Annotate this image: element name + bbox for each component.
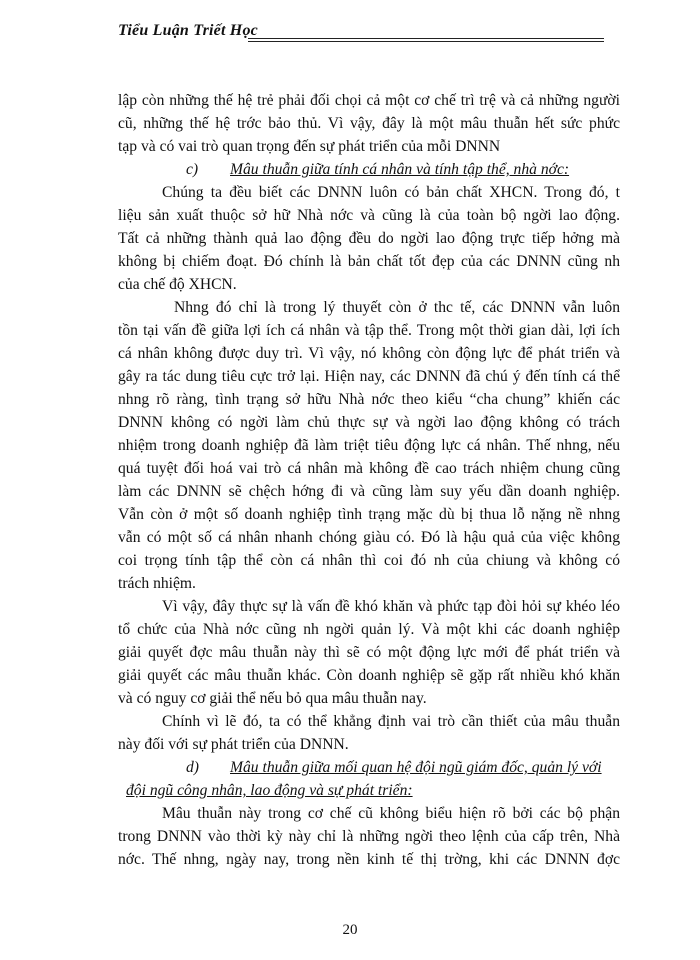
text-line: liệu sản xuất thuộc sở hữ Nhà nớc và cũng là của toàn bộ ngời lao động. xyxy=(118,207,620,224)
section-title: Mâu thuẫn giữa tính cá nhân và tính tập thể, nhà nớc: xyxy=(230,161,570,178)
header-title: Tiểu Luận Triết Học xyxy=(118,22,258,39)
section-title-continued: đội ngũ công nhân, lao động và sự phát triển: xyxy=(126,782,413,799)
text-line: này đối với sự phát triển của DNNN. xyxy=(118,736,349,753)
text-line: gây ra tác dung tiêu cực trở lại. Hiện nay, các DNNN đã chú ý đến tính cá thể xyxy=(118,368,620,385)
text-line: tạp và có vai trò quan trọng đến sự phát triển của mỗi DNNN xyxy=(118,138,501,155)
text-line: của chế độ XHCN. xyxy=(118,276,237,293)
section-heading-d xyxy=(186,759,602,777)
text-line: tồn tại vấn đề giữa lợi ích cá nhân và tập thể. Trong một thời gian dài, lợi ích xyxy=(118,322,620,339)
text-line: cá nhân không được duy trì. Vì vậy, nó không còn động lực để phát triển và xyxy=(118,345,620,362)
section-label: d) xyxy=(186,759,199,776)
page-header xyxy=(118,20,604,46)
text-line: trách nhiệm. xyxy=(118,575,196,592)
text-line: vẫn có một số cá nhân nhanh chóng giàu có. Đó là hậu quả của việc không xyxy=(118,529,620,546)
header-rule xyxy=(248,41,604,42)
text-line: làm các DNNN sẽ chệch hớng đi và cũng làm suy yếu dần doanh nghiệp. xyxy=(118,483,620,500)
text-line: nhng rõ ràng, tình trạng sở hữu Nhà nớc theo kiểu “cha chung” khiến các xyxy=(118,391,620,408)
text-line: quá tuyệt đối hoá vai trò cá nhân mà không đề cao trách nhiệm chung cũng xyxy=(118,460,620,477)
text-line: Tất cả những thành quả lao động đều do ngời lao động trực tiếp hởng mà xyxy=(118,230,620,247)
text-line: và có nguy cơ giải thể nếu bỏ qua mâu thuẫn nay. xyxy=(118,690,427,707)
text-line: nớc. Thế nhng, ngày nay, trong nền kinh tế thị trờng, khi các DNNN đợc xyxy=(118,851,620,868)
section-label: c) xyxy=(186,161,199,178)
header-rule xyxy=(248,38,604,39)
text-line: không bị chiếm đoạt. Đó chính là bản chất tốt đẹp của các DNNN cũng nh xyxy=(118,253,620,270)
page-number: 20 xyxy=(342,922,358,938)
text-line: Nhng đó chỉ là trong lý thuyết còn ở thc tế, các DNNN vẫn luôn xyxy=(174,299,620,316)
section-title: Mâu thuẫn giữa mối quan hệ đội ngũ giám đốc, quản lý với xyxy=(230,759,602,776)
text-line: Vẫn còn ở một số doanh nghiệp tình trạng mặc dù bị thua lỗ nặng nề nhng xyxy=(118,506,620,523)
text-line: coi trọng tính tập thể còn cá nhân thì coi đó nh của chiung và không có xyxy=(118,552,620,569)
text-line: Chúng ta đều biết các DNNN luôn có bản chất XHCN. Trong đó, t xyxy=(162,184,620,201)
text-line: tổ chức của Nhà nớc cũng nh ngời quản lý. Và một khi các doanh nghiệp xyxy=(118,621,620,638)
text-line: giải quyết các mâu thuẫn khác. Còn doanh nghiệp sẽ gặp rất nhiều khó khăn xyxy=(118,667,620,684)
text-line: DNNN không có ngời làm chủ thực sự và ngời lao động không có trách xyxy=(118,414,620,431)
text-line: giải quyết đợc mâu thuẫn này thì sẽ có một động lực mới để phát triển và xyxy=(118,644,620,661)
text-line: Vì vậy, đây thực sự là vấn đề khó khăn và phức tạp đòi hỏi sự khéo léo xyxy=(162,598,620,615)
section-heading-c xyxy=(186,161,569,179)
text-line: Chính vì lẽ đó, ta có thể khẳng định vai trò cần thiết của mâu thuẫn xyxy=(162,713,620,730)
text-line: Mâu thuẫn này trong cơ chế cũ không biểu hiện rõ bởi các bộ phận xyxy=(162,805,620,822)
text-line: cũ, những thế hệ trớc bảo thủ. Vì vậy, đây là một mâu thuẫn hết sức phức xyxy=(118,115,620,132)
text-line: nhiệm trong doanh nghiệp đã làm triệt tiêu động lực cá nhân. Thế nhng, nếu xyxy=(118,437,620,454)
text-line: trong DNNN vào thời kỳ này chỉ là những ngời theo lệnh của cấp trên, Nhà xyxy=(118,828,620,845)
text-line: lập còn những thế hệ trẻ phải đối chọi cả một cơ chế trì trệ và cả những người xyxy=(118,92,620,109)
